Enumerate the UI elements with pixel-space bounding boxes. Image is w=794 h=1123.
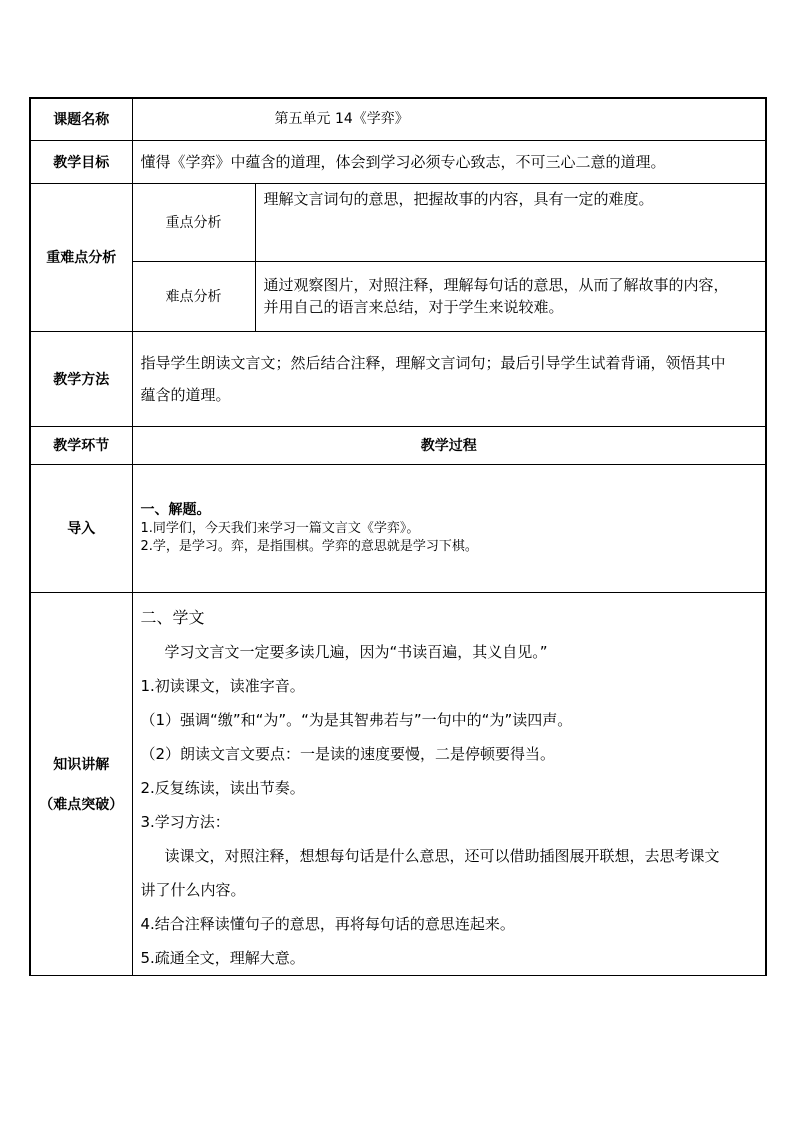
knowledge-label: 知识讲解 — [53, 756, 110, 773]
process-header: 教学过程 — [132, 426, 766, 464]
topic-label: 课题名称 — [30, 98, 132, 140]
knowledge-heading: 二、学文 — [140, 607, 205, 627]
knowledge-p6: 3.学习方法： — [140, 812, 230, 831]
knowledge-p3: （1）强调“缴”和“为”。“为是其智弗若与”一句中的“为”读四声。 — [140, 710, 573, 729]
knowledge-p4: （2）朗读文言文要点：一是读的速度要慢，二是停顿要得当。 — [140, 744, 556, 763]
process-header-row — [30, 426, 766, 464]
difficulty-row — [30, 261, 766, 331]
intro-row — [30, 464, 766, 592]
intro-line-2: 2.学，是学习。弈，是指围棋。学弈的意思就是学习下棋。 — [140, 539, 478, 554]
knowledge-p8: 4.结合注释读懂句子的意思，再将每句话的意思连起来。 — [140, 914, 515, 933]
difficulty-line-1: 通过观察图片，对照注释，理解每句话的意思，从而了解故事的内容， — [263, 276, 729, 294]
knowledge-p2: 1.初读课文，读准字音。 — [140, 676, 305, 695]
goal-value: 懂得《学弈》中蕴含的道理，体会到学习必须专心致志，不可三心二意的道理。 — [132, 140, 766, 183]
key-point-row — [30, 183, 766, 261]
knowledge-p1: 学习文言文一定要多读几遍，因为“书读百遍，其义自见。” — [164, 642, 548, 661]
key-point-value: 理解文言词句的意思，把握故事的内容，具有一定的难度。 — [255, 183, 766, 261]
goal-row — [30, 140, 766, 183]
knowledge-label-cell — [30, 592, 132, 975]
difficulty-line-2: 并用自己的语言来总结，对于学生来说较难。 — [263, 298, 564, 316]
intro-line-1: 1.同学们，今天我们来学习一篇文言文《学弈》。 — [140, 521, 420, 536]
stage-header: 教学环节 — [30, 426, 132, 464]
knowledge-p5: 2.反复练读，读出节奏。 — [140, 778, 305, 797]
method-line-1: 指导学生朗读文言文；然后结合注释，理解文言词句；最后引导学生试着背诵，领悟其中 — [140, 353, 726, 372]
method-label: 教学方法 — [30, 331, 132, 426]
key-point-label: 重点分析 — [132, 183, 255, 261]
method-value — [132, 331, 766, 426]
difficulty-value — [255, 261, 766, 331]
intro-label: 导入 — [30, 464, 132, 592]
knowledge-sublabel: （难点突破） — [39, 796, 124, 813]
knowledge-row — [30, 592, 766, 975]
intro-heading: 一、解题。 — [140, 502, 211, 518]
topic-row — [30, 98, 766, 140]
goal-label: 教学目标 — [30, 140, 132, 183]
method-row — [30, 331, 766, 426]
knowledge-content — [132, 592, 766, 975]
method-line-2: 蕴含的道理。 — [140, 385, 231, 404]
knowledge-p7b: 讲了什么内容。 — [140, 880, 246, 899]
intro-content — [132, 464, 766, 592]
lesson-plan-table — [29, 97, 767, 976]
topic-value: 第五单元 14《学弈》 — [132, 98, 766, 140]
difficulty-label: 难点分析 — [132, 261, 255, 331]
knowledge-p7a: 读课文，对照注释，想想每句话是什么意思，还可以借助插图展开联想，去思考课文 — [164, 846, 720, 865]
analysis-label: 重难点分析 — [30, 183, 132, 331]
knowledge-p9: 5.疏通全文，理解大意。 — [140, 948, 305, 967]
